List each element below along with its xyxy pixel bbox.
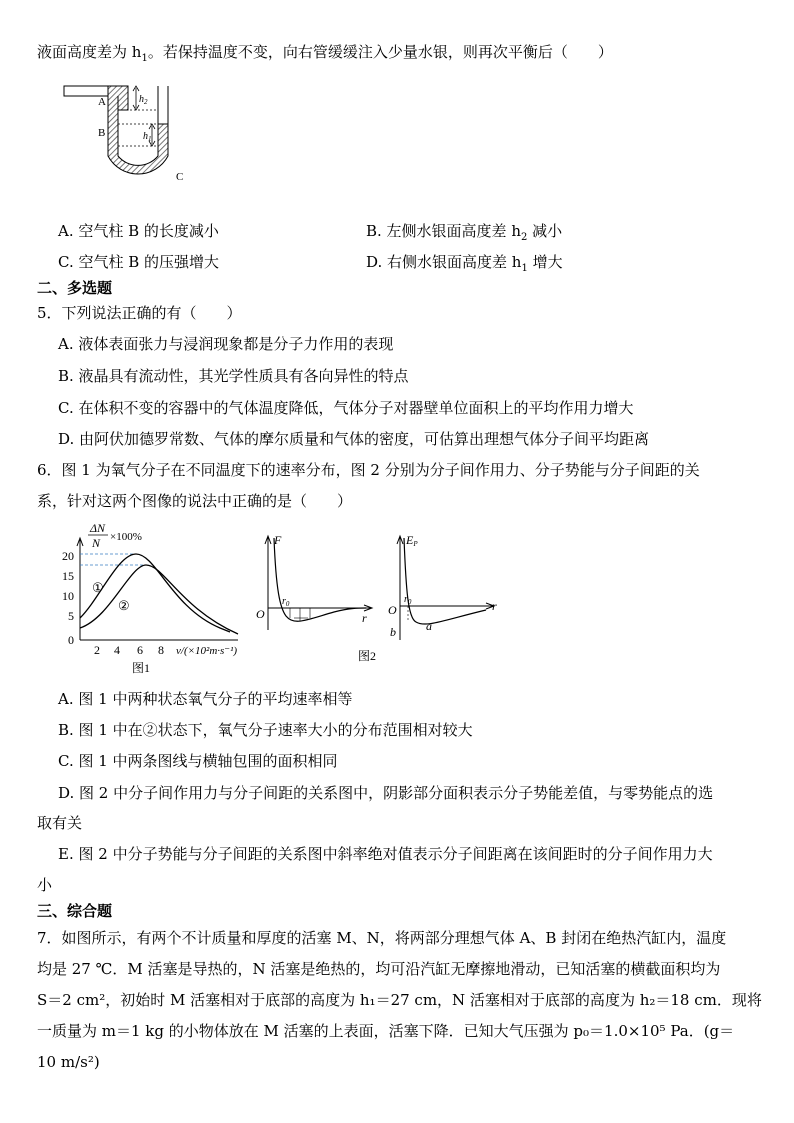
fig2-r0-label-2: $r_0$: [404, 594, 412, 606]
section-2-heading: 二、多选题: [37, 279, 113, 297]
fig2-r0-label: $r_0$: [282, 596, 290, 608]
q7-line4: 一质量为 m＝1 kg 的小物体放在 M 活塞的上表面，活塞下降．已知大气压强为 p₀＝1.0×10⁵ Pa．(g＝: [37, 1022, 735, 1040]
fig2-r-label: r: [362, 611, 367, 625]
fig1-curve1-label: ①: [92, 580, 104, 595]
fig1-ylabel-den: N: [92, 536, 101, 550]
figure-1-speed-distribution: [60, 518, 260, 678]
q6-option-e: E. 图 2 中分子势能与分子间距的关系图中斜率绝对值表示分子间距离在该间距时的分子间作用力大: [58, 845, 713, 863]
q4-option-d: D. 右侧水银面高度差 $h_1$ 增大: [366, 253, 563, 274]
fig1-xtick: 4: [114, 643, 120, 657]
q6-option-b: B. 图 1 中在②状态下，氧气分子速率大小的分布范围相对较大: [58, 721, 473, 739]
q6-option-c: C. 图 1 中两条图线与横轴包围的面积相同: [58, 752, 338, 770]
fig1-ytick: 10: [62, 589, 74, 603]
q7-line1: 7．如图所示，有两个不计质量和厚度的活塞 M、N，将两部分理想气体 A、B 封闭在绝热汽缸内，温度: [37, 929, 727, 947]
fig2-r-label-2: r: [492, 599, 497, 613]
q4-option-b: B. 左侧水银面高度差 $h_2$ 减小: [366, 222, 563, 243]
q5-option-b: B. 液晶具有流动性，其光学性质具有各向异性的特点: [58, 367, 409, 385]
fig1-caption: 图1: [132, 661, 151, 675]
label-h1: $h_1$: [143, 131, 152, 143]
fig2-f-label: F: [274, 533, 282, 547]
q6-stem-line1: 6．图 1 为氧气分子在不同温度下的速率分布，图 2 分别为分子间作用力、分子势能与分子间距的关: [37, 461, 700, 479]
q6-option-e-cont: 小: [37, 876, 53, 894]
u-tube-figure: [60, 80, 200, 190]
q5-option-a: A. 液体表面张力与浸润现象都是分子力作用的表现: [58, 335, 394, 353]
q5-option-d: D. 由阿伏加德罗常数、气体的摩尔质量和气体的密度，可估算出理想气体分子间平均距离: [58, 430, 650, 448]
fig1-ylabel-num: ΔN: [90, 521, 106, 535]
fig1-curve2-label: ②: [118, 598, 130, 613]
q6-stem-line2: 系，针对这两个图像的说法中正确的是（ ）: [37, 492, 353, 510]
fig1-xlabel: v/(×10²m·s⁻¹): [176, 645, 238, 657]
q7-line3: S＝2 cm²，初始时 M 活塞相对于底部的高度为 h₁＝27 cm，N 活塞相对于底部的高度为 h₂＝18 cm．现将: [37, 991, 762, 1009]
label-h2: $h_2$: [139, 94, 148, 106]
fig1-xtick: 8: [158, 643, 164, 657]
q7-line2: 均是 27 ℃．M 活塞是导热的，N 活塞是绝热的，均可沿汽缸无摩擦地滑动，已知活塞的横截面积均为: [37, 960, 721, 978]
q7-line5: 10 m/s²): [37, 1053, 100, 1071]
fig2-a-label: a: [426, 619, 432, 633]
fig1-ytick: 5: [68, 609, 74, 623]
fig1-ylabel-suffix: ×100%: [110, 531, 142, 543]
label-c: C: [176, 171, 184, 183]
q6-option-a: A. 图 1 中两种状态氧气分子的平均速率相等: [58, 690, 353, 708]
q6-option-d: D. 图 2 中分子间作用力与分子间距的关系图中，阴影部分面积表示分子势能差值，与零势能点的选: [58, 784, 714, 802]
fig1-xtick: 6: [137, 643, 143, 657]
q4-option-a: A. 空气柱 B 的长度减小: [58, 222, 219, 240]
figure-2-force-potential: [254, 530, 504, 670]
label-a: A: [98, 96, 106, 108]
q5-option-c: C. 在体积不变的容器中的气体温度降低，气体分子对器壁单位面积上的平均作用力增大: [58, 399, 634, 417]
q5-stem: 5．下列说法正确的有（ ）: [37, 304, 242, 322]
fig1-ytick: 20: [62, 549, 74, 563]
q4-option-c: C. 空气柱 B 的压强增大: [58, 253, 220, 271]
fig2-caption: 图2: [358, 649, 377, 663]
section-3-heading: 三、综合题: [37, 902, 113, 920]
fig2-o-label: O: [256, 607, 265, 621]
q6-option-d-cont: 取有关: [37, 814, 83, 832]
fig2-b-label: b: [390, 625, 396, 639]
fig1-xtick: 2: [94, 643, 100, 657]
fig2-ep-label: EP: [406, 533, 418, 548]
q4-stem: 液面高度差为 $h_1$。若保持温度不变，向右管缓缓注入少量水银，则再次平衡后（ ）: [37, 43, 613, 64]
fig1-ytick: 15: [62, 569, 74, 583]
fig2-o-label-2: O: [388, 603, 397, 617]
label-b: B: [98, 127, 106, 139]
fig1-ytick: 0: [68, 633, 74, 647]
